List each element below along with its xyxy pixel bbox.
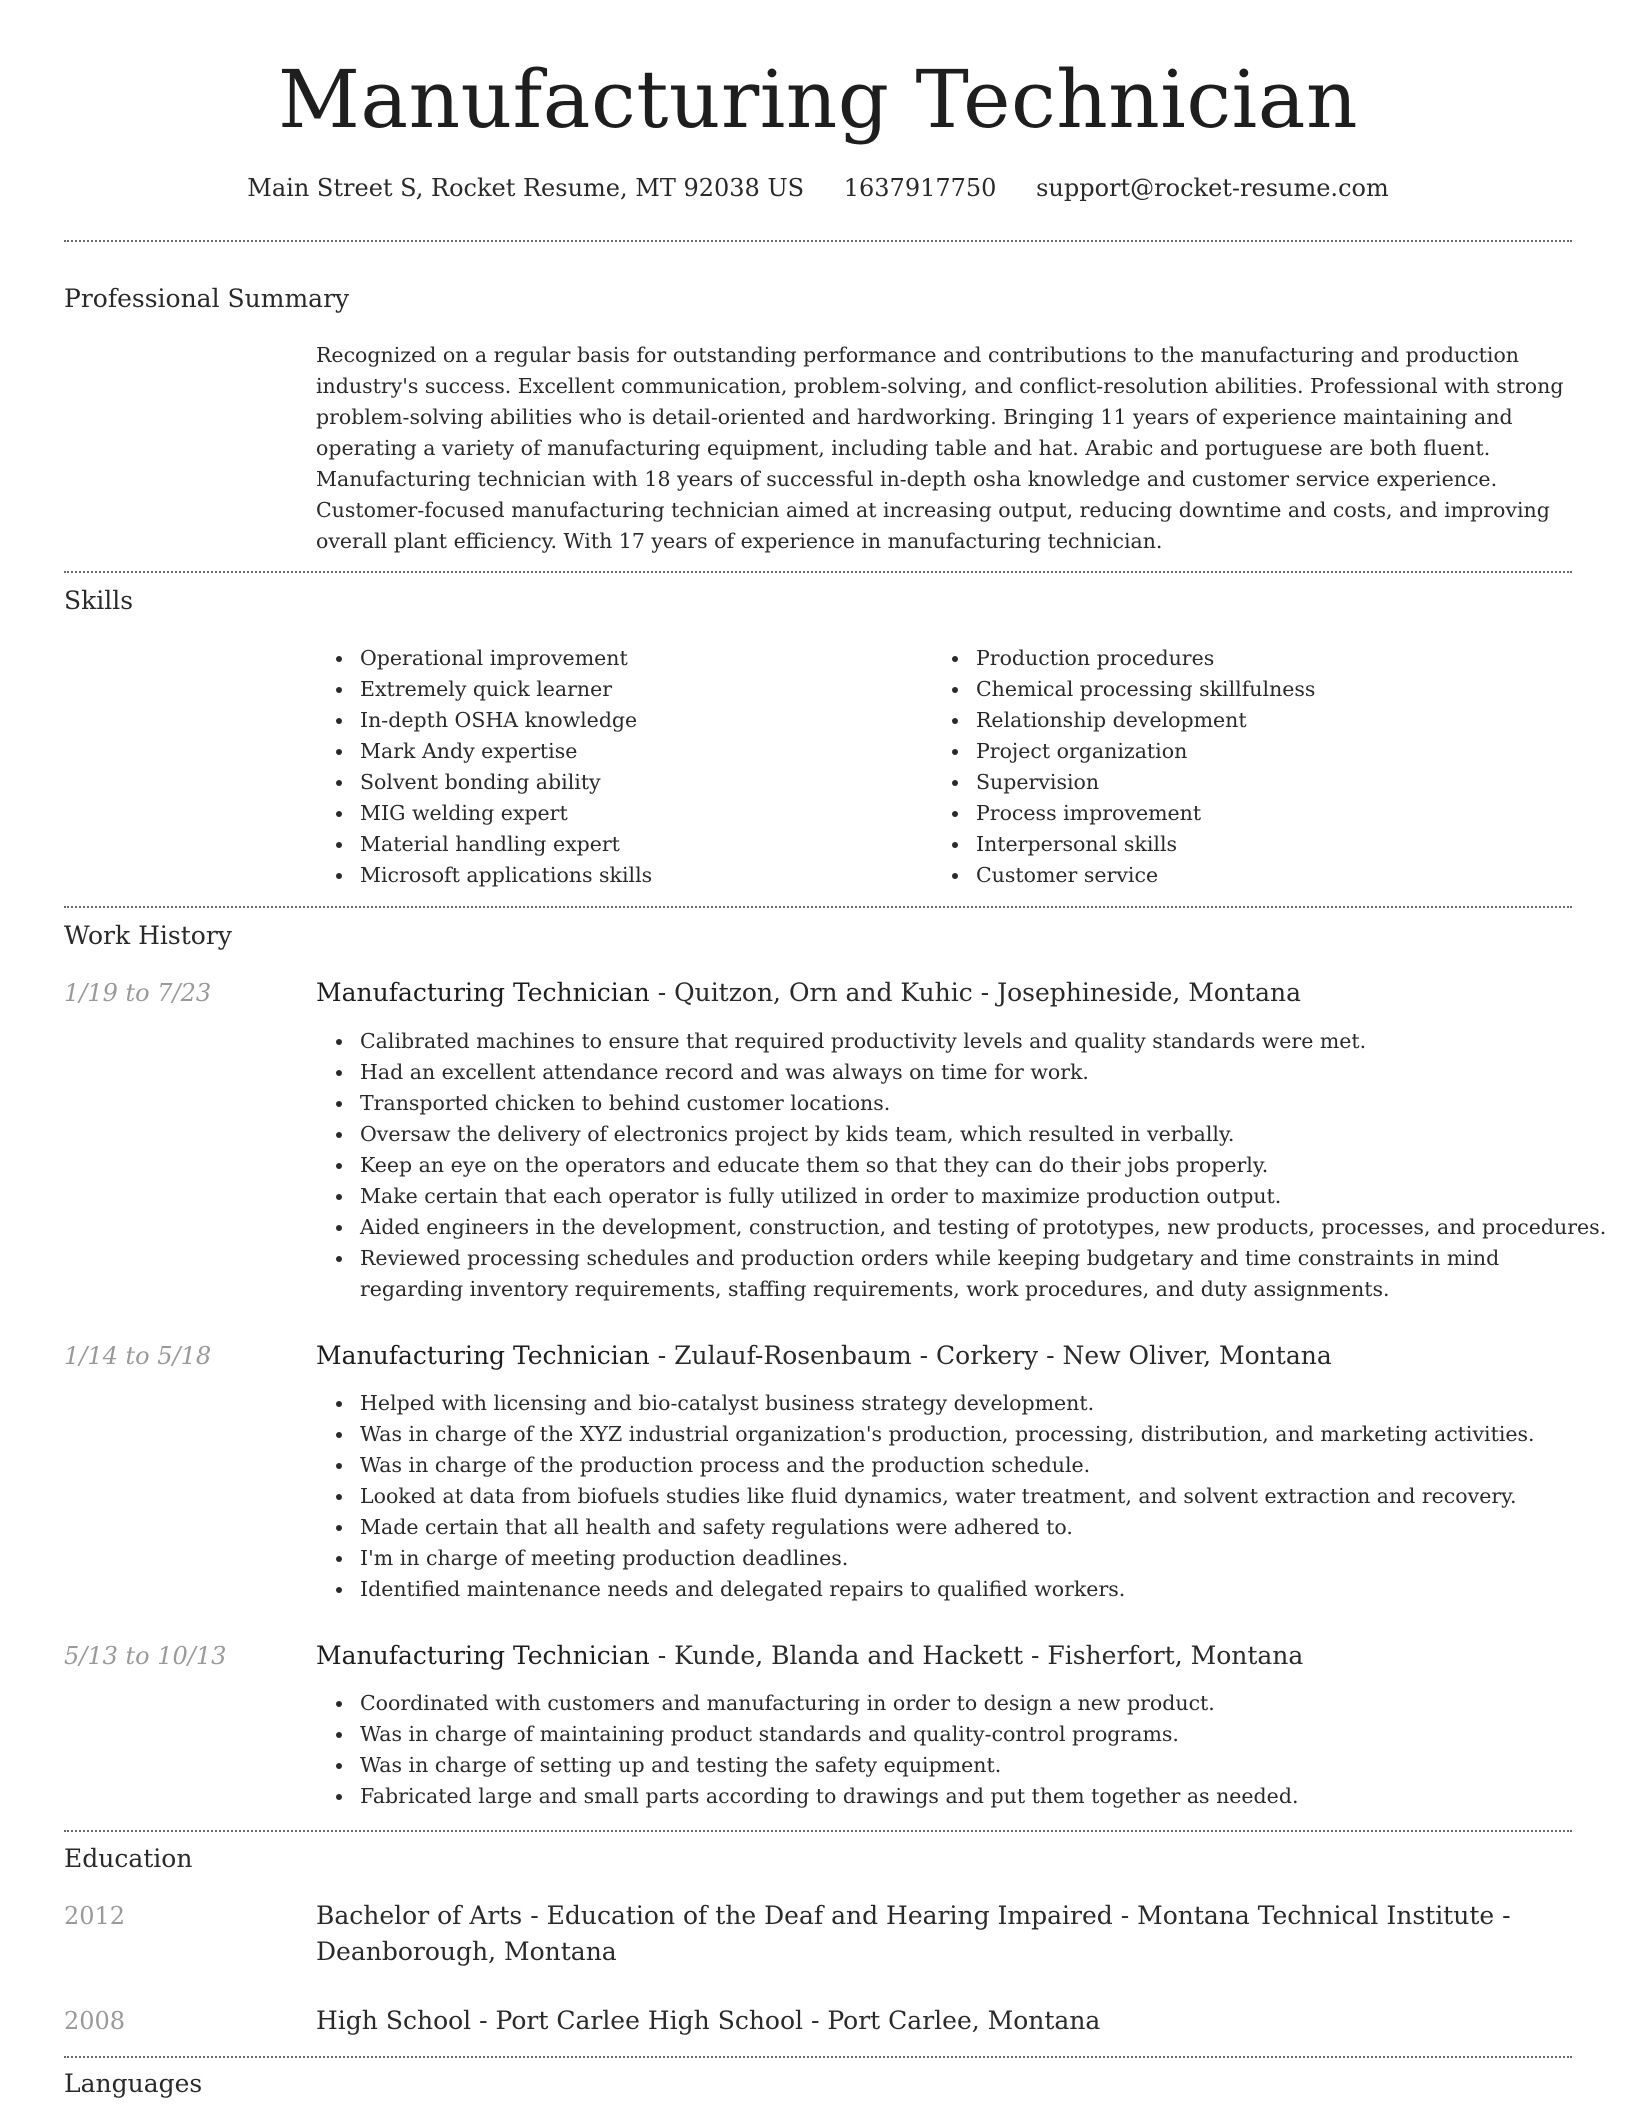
resume-page xyxy=(64,0,1607,2112)
contact-line xyxy=(64,170,1572,206)
section-title-summary: Professional Summary xyxy=(64,284,350,313)
divider xyxy=(64,571,1572,573)
education-degree: Bachelor of Arts - Education of the Deaf and Hearing Impaired xyxy=(316,1901,1113,1930)
education-entry xyxy=(316,2003,1526,2039)
skill-item: Project organization xyxy=(932,736,1552,767)
job-bullet: Calibrated machines to ensure that required productivity levels and quality standards were met. xyxy=(316,1026,1572,1057)
section-title-languages: Languages xyxy=(64,2069,203,2098)
skill-item: Customer service xyxy=(932,860,1552,891)
skill-item: Chemical processing skillfulness xyxy=(932,674,1552,705)
job-dates: 1/19 to 7/23 xyxy=(64,979,212,1007)
skill-item: MIG welding expert xyxy=(316,798,936,829)
job-bullet: Identified maintenance needs and delegated repairs to qualified workers. xyxy=(316,1574,1572,1605)
divider xyxy=(64,906,1572,908)
education-year: 2012 xyxy=(64,1902,126,1930)
job-bullet: Fabricated large and small parts according to drawings and put them together as needed. xyxy=(316,1781,1572,1812)
email[interactable]: support@rocket-resume.com xyxy=(1036,174,1389,202)
address: Main Street S, Rocket Resume, MT 92038 US xyxy=(247,174,805,202)
skill-item: Supervision xyxy=(932,767,1552,798)
job-bullet: Transported chicken to behind customer locations. xyxy=(316,1088,1572,1119)
phone: 1637917750 xyxy=(843,174,997,202)
job-bullet: Oversaw the delivery of electronics project by kids team, which resulted in verbally. xyxy=(316,1119,1572,1150)
job-bullet: Was in charge of setting up and testing the safety equipment. xyxy=(316,1750,1572,1781)
skill-item: Solvent bonding ability xyxy=(316,767,936,798)
job-dates: 5/13 to 10/13 xyxy=(64,1642,227,1670)
education-year: 2008 xyxy=(64,2007,126,2035)
divider xyxy=(64,2056,1572,2058)
skill-item: Relationship development xyxy=(932,705,1552,736)
job-title xyxy=(316,1338,1572,1374)
section-title-work-history: Work History xyxy=(64,921,232,950)
job-bullet: Helped with licensing and bio-catalyst business strategy development. xyxy=(316,1388,1572,1419)
job-bullets xyxy=(316,1688,1572,1812)
education-school: - Port Carlee High School - Port Carlee, Montana xyxy=(471,2006,1101,2035)
skill-item: Microsoft applications skills xyxy=(316,860,936,891)
job-bullet: Keep an eye on the operators and educate them so that they can do their jobs properly. xyxy=(316,1150,1572,1181)
skill-item: Material handling expert xyxy=(316,829,936,860)
job-role: Manufacturing Technician xyxy=(316,978,650,1007)
job-bullet: Was in charge of maintaining product standards and quality-control programs. xyxy=(316,1719,1572,1750)
job-bullet: Reviewed processing schedules and production orders while keeping budgetary and time constraints in mind regarding inventory requirements, staffing requirements, work procedures, and duty assignments. xyxy=(316,1243,1572,1305)
divider xyxy=(64,1830,1572,1832)
skill-item: Operational improvement xyxy=(316,643,936,674)
job-bullet: I'm in charge of meeting production deadlines. xyxy=(316,1543,1572,1574)
job-bullets xyxy=(316,1388,1572,1605)
skills-list-left xyxy=(316,643,936,891)
job-bullet: Looked at data from biofuels studies like fluid dynamics, water treatment, and solvent extraction and recovery. xyxy=(316,1481,1572,1512)
job-title xyxy=(316,975,1572,1011)
candidate-name: Manufacturing Technician xyxy=(278,53,1358,146)
job-role: Manufacturing Technician xyxy=(316,1341,650,1370)
section-title-education: Education xyxy=(64,1844,193,1873)
skill-item: Mark Andy expertise xyxy=(316,736,936,767)
job-title xyxy=(316,1638,1572,1674)
skill-item: In-depth OSHA knowledge xyxy=(316,705,936,736)
skill-item: Extremely quick learner xyxy=(316,674,936,705)
job-bullet: Was in charge of the XYZ industrial organization's production, processing, distribution, and marketing activities. xyxy=(316,1419,1572,1450)
education-school: - Montana Technical Institute - Deanborough, Montana xyxy=(316,1901,1511,1966)
job-employer: - Kunde, Blanda and Hackett - Fisherfort, Montana xyxy=(649,1641,1304,1670)
education-entry xyxy=(316,1898,1526,1970)
skill-item: Production procedures xyxy=(932,643,1552,674)
summary-text: Recognized on a regular basis for outstanding performance and contributions to the manufacturing and production industry's success. Excellent communication, problem-solving, and conflict-resolution abilities. Professional with strong problem-solving abilities who is detail-oriented and hardworking. Bringing 11 years of experience maintaining and operating a variety of manufacturing equipment, including table and hat. Arabic and portuguese are both fluent. Manufacturing technician with 18 years of successful in-depth osha knowledge and customer service experience. Customer-focused manufacturing technician aimed at increasing output, reducing downtime and costs, and improving overall plant efficiency. With 17 years of experience in manufacturing technician. xyxy=(316,343,1564,553)
skill-item: Process improvement xyxy=(932,798,1552,829)
job-role: Manufacturing Technician xyxy=(316,1641,650,1670)
job-bullet: Made certain that all health and safety regulations were adhered to. xyxy=(316,1512,1572,1543)
job-bullets xyxy=(316,1026,1607,1305)
job-bullet: Had an excellent attendance record and was always on time for work. xyxy=(316,1057,1572,1088)
job-employer: - Zulauf-Rosenbaum - Corkery - New Oliver, Montana xyxy=(649,1341,1332,1370)
job-bullet: Coordinated with customers and manufacturing in order to design a new product. xyxy=(316,1688,1572,1719)
job-dates: 1/14 to 5/18 xyxy=(64,1342,212,1370)
skill-item: Interpersonal skills xyxy=(932,829,1552,860)
job-employer: - Quitzon, Orn and Kuhic - Josephineside, Montana xyxy=(649,978,1301,1007)
job-bullet: Aided engineers in the development, construction, and testing of prototypes, new products, processes, and procedures. xyxy=(316,1212,1572,1243)
job-bullet: Make certain that each operator is fully utilized in order to maximize production output. xyxy=(316,1181,1572,1212)
education-degree: High School xyxy=(316,2006,472,2035)
divider xyxy=(64,240,1572,242)
job-bullet: Was in charge of the production process and the production schedule. xyxy=(316,1450,1572,1481)
section-title-skills: Skills xyxy=(64,586,134,615)
skills-list-right xyxy=(932,643,1552,891)
